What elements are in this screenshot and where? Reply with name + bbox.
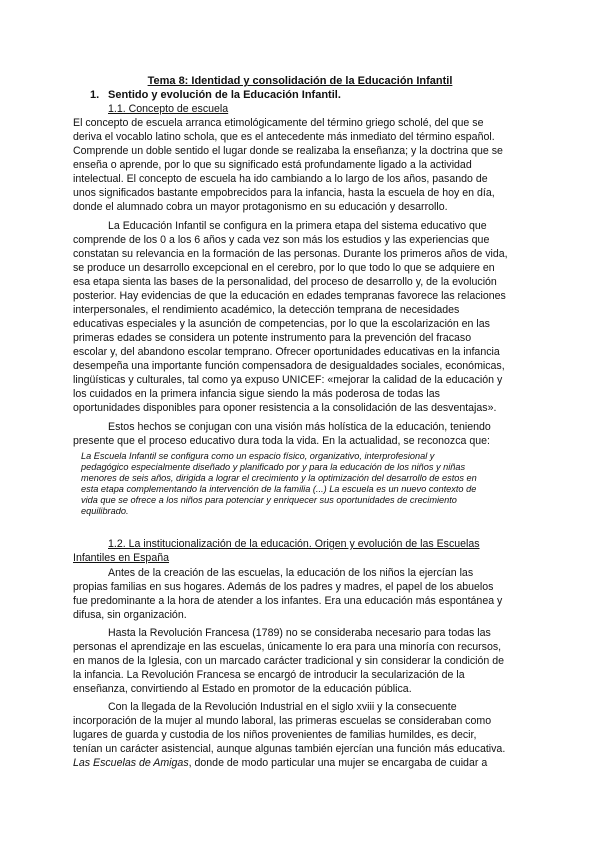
text-line: unos significados bastante empobrecidos para la infancia, hasta la escuela de hoy en día, (73, 187, 495, 199)
text-line: la infancia. La Revolución Francesa se encargó de introducir la secularización de la (73, 669, 465, 681)
text-line: posterior. Hay evidencias de que la educación en edades tempranas favorece las relaciones (73, 290, 506, 302)
text-line: Comprende un doble sentido el lugar donde se realizaba la enseñanza; y la doctrina que se (73, 145, 503, 157)
text-line: enseñanza, convirtiendo al Estado en promotor de la educación pública. (73, 683, 412, 695)
text-line: en manos de la Iglesia, con un marcado carácter tradicional y sin considerar la condición de (73, 655, 505, 667)
text-line: presente que el proceso educativo dura toda la vida. En la actualidad, se reconozca que: (73, 435, 490, 447)
text-line: intelectual. El concepto de escuela ha ido cambiando a lo largo de los años, pasando de (73, 173, 488, 185)
text-line: Estos hechos se conjugan con una visión más holística de la educación, teniendo (108, 421, 491, 433)
text-line: fue predominante a la hora de atender a los infantes. Era una educación más espontánea y (73, 595, 503, 607)
quote-line: La Escuela Infantil se configura como un espacio físico, organizativo, interprofesional y (81, 451, 435, 461)
text-line-rest: , donde de modo particular una mujer se encargaba de cuidar a (188, 757, 488, 769)
quote-line: pedagógico especialmente diseñado y planificado por y para la educación de los niños y niñas (81, 462, 466, 472)
section-1-heading: Sentido y evolución de la Educación Infantil. (108, 89, 341, 101)
text-line: esa etapa sienta las bases de la personalidad, del proceso de desarrollo y, de la evolución (73, 276, 497, 288)
text-line: difusa, sin organización. (73, 609, 187, 621)
text-line: desempeña una importante función compensadora de desigualdades sociales, económicas, (73, 360, 505, 372)
text-line: primeras edades se considera un potente instrumento para la prevención del fracaso (73, 332, 472, 344)
text-line: Hasta la Revolución Francesa (1789) no se consideraba necesario para todas las (108, 627, 491, 639)
text-line: lugares de guarda y custodia de los niños provenientes de familias humildes, es decir, (73, 729, 477, 741)
text-line: personas el aprendizaje en las escuelas, únicamente lo era para una minoría con recursos, (73, 641, 502, 653)
text-line: escolar y, del abandono escolar temprano. Ofrecer oportunidades educativas en la infancia (73, 346, 500, 358)
text-line: se produce un desarrollo excepcional en el cerebro, por lo que todo lo que se adquiere en (73, 262, 495, 274)
document-title: Tema 8: Identidad y consolidación de la Educación Infantil (147, 75, 453, 87)
subsection-1-2-heading: 1.2. La institucionalización de la educación. Origen y evolución de las Escuelas (108, 538, 480, 550)
text-line: educativas especiales y la asunción de competencias, por lo que la escolarización en las (73, 318, 490, 330)
section-1-number: 1. (90, 89, 100, 101)
quote-line: equilibrado. (81, 506, 129, 516)
text-line: comprende de los 0 a los 6 años y cada vez son más los estudios y las experiencias que (73, 234, 490, 246)
text-line: Antes de la creación de las escuelas, la educación de los niños la ejercían las (108, 567, 474, 579)
subsection-1-1-heading: 1.1. Concepto de escuela (108, 103, 229, 115)
text-line: oportunidades disponibles para oponer resistencia a la consolidación de las desventajas». (73, 402, 497, 414)
text-line: interpersonales, el rendimiento académico, la detección temprana de necesidades (73, 304, 460, 316)
subsection-1-2-heading-cont: Infantiles en España (73, 552, 170, 564)
text-line: donde el alumnado cobra un mayor protagonismo en su educación y desarrollo. (73, 201, 448, 213)
text-line: los cuidados en la primera infancia sigue siendo la más poderosa de todas las (73, 388, 440, 400)
quote-line: vida que se ofrece a los niños para potenciar y enriquecer sus oportunidades de crecimiento (81, 495, 457, 505)
quote-line: esta etapa complementando la intervención de la familia (...) La escuela es un nuevo contexto de (81, 484, 477, 494)
text-line: enseña o aprende, por lo que su significado está profundamente ligado a la actividad (73, 159, 472, 171)
text-line: propias familias en sus hogares. Además de los padres y madres, el papel de los abuelos (73, 581, 494, 593)
text-line: Con la llegada de la Revolución Industrial en el siglo xviii y la consecuente (108, 701, 457, 713)
text-line (73, 757, 487, 770)
text-line: tenían un carácter asistencial, aunque algunas también ejercían una función más educativa. (73, 743, 506, 755)
text-line: incorporación de la mujer al mundo laboral, las primeras escuelas se consideraban como (73, 715, 492, 727)
text-line: El concepto de escuela arranca etimológicamente del término griego scholé, del que se (73, 117, 484, 129)
text-line: La Educación Infantil se configura en la primera etapa del sistema educativo que (108, 220, 487, 232)
text-line: deriva el vocablo latino schola, que es el antecedente más inmediato del término español. (73, 131, 495, 143)
text-line: constatan su relevancia en la formación de las personas. Durante los primeros años de vida, (73, 248, 508, 260)
italic-phrase: Las Escuelas de Amigas (73, 757, 189, 769)
text-line: lingüísticas y culturales, tal como ya expuso UNICEF: «mejorar la calidad de la educación y (73, 374, 503, 386)
quote-line: menores de seis años, dirigida a lograr el crecimiento y la optimización del desarrollo de estos en (81, 473, 477, 483)
